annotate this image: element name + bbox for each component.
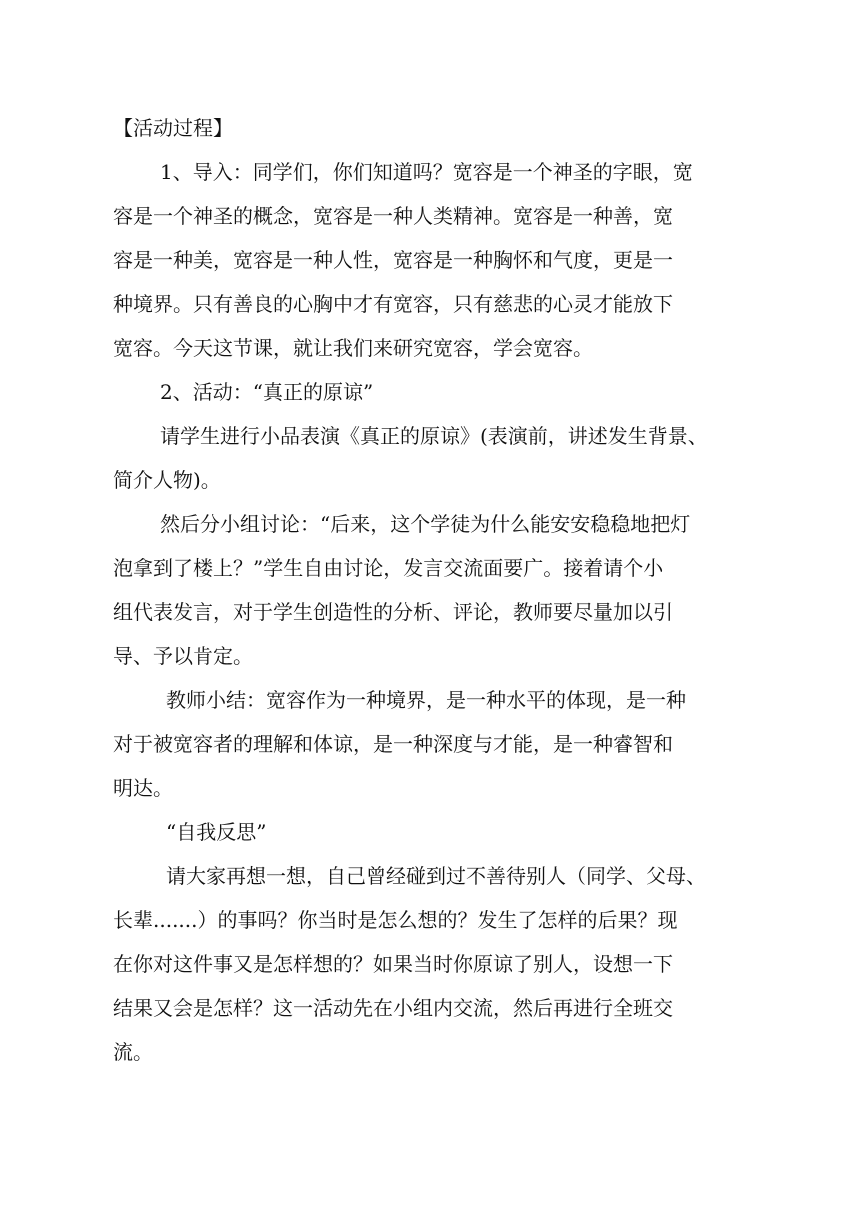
- paragraph-line: 容是一种美，宽容是一种人性，宽容是一种胸怀和气度，更是一: [113, 248, 673, 272]
- paragraph-line: 请大家再想一想，自己曾经碰到过不善待别人（同学、父母、: [166, 864, 706, 888]
- paragraph-line: 教师小结：宽容作为一种境界，是一种水平的体现，是一种: [166, 688, 686, 712]
- paragraph-line: 请学生进行小品表演《真正的原谅》(表演前，讲述发生背景、: [160, 424, 708, 448]
- activity-subheading: “自我反思”: [166, 820, 267, 844]
- paragraph-line: 导、予以肯定。: [113, 644, 253, 668]
- paragraph-line: 在你对这件事又是怎样想的？如果当时你原谅了别人，设想一下: [113, 952, 673, 976]
- paragraph-line: 然后分小组讨论：“后来，这个学徒为什么能安安稳稳地把灯: [160, 512, 691, 536]
- paragraph-line: 对于被宽容者的理解和体谅，是一种深度与才能，是一种睿智和: [113, 732, 673, 756]
- section-heading: 【活动过程】: [113, 116, 233, 140]
- paragraph-line: 泡拿到了楼上？”学生自由讨论，发言交流面要广。接着请个小: [113, 556, 664, 580]
- paragraph-line: 结果又会是怎样？这一活动先在小组内交流，然后再进行全班交: [113, 996, 673, 1020]
- paragraph-line: 简介人物)。: [113, 468, 221, 492]
- paragraph-line: 流。: [113, 1040, 153, 1064]
- paragraph-line: 容是一个神圣的概念，宽容是一种人类精神。宽容是一种善，宽: [113, 204, 673, 228]
- paragraph-line: 长辈.......）的事吗？你当时是怎么想的？发生了怎样的后果？现: [113, 908, 678, 932]
- activity-heading: 2、活动：“真正的原谅”: [160, 380, 374, 404]
- paragraph-line: 组代表发言，对于学生创造性的分析、评论，教师要尽量加以引: [113, 600, 673, 624]
- paragraph-line: 明达。: [113, 776, 173, 800]
- paragraph-line: 种境界。只有善良的心胸中才有宽容，只有慈悲的心灵才能放下: [113, 292, 673, 316]
- paragraph-line: 宽容。今天这节课，就让我们来研究宽容，学会宽容。: [113, 336, 593, 360]
- paragraph-line: 1、导入：同学们，你们知道吗？宽容是一个神圣的字眼，宽: [160, 160, 693, 184]
